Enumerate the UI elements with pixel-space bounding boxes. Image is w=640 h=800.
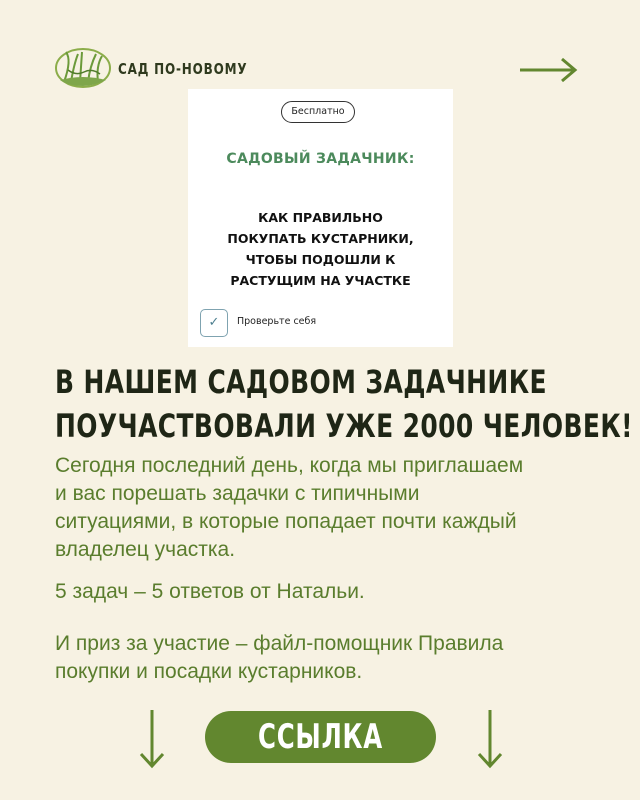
card-title: САДОВЫЙ ЗАДАЧНИК: xyxy=(226,151,415,167)
prize-line: покупки и посадки кустарников. xyxy=(55,660,363,683)
link-button[interactable] xyxy=(205,711,436,763)
intro-paragraph xyxy=(55,452,615,564)
headline-line: ПОУЧАСТВОВАЛИ УЖЕ 2000 ЧЕЛОВЕК! xyxy=(55,407,633,445)
checkbox-label: Проверьте себя xyxy=(237,316,317,327)
garden-trees-logo-icon xyxy=(54,46,112,90)
arrow-down-icon xyxy=(139,708,165,770)
intro-line: Сегодня последний день, когда мы приглашаем xyxy=(55,454,524,477)
intro-line: владелец участка. xyxy=(55,538,236,561)
link-button-label: ССЫЛКА xyxy=(258,717,383,757)
card-question-line: КАК ПРАВИЛЬНО xyxy=(258,210,383,225)
arrow-down-icon xyxy=(477,708,503,770)
headline-line: В НАШЕМ САДОВОМ ЗАДАЧНИКЕ xyxy=(55,363,547,401)
intro-line: ситуациями, в которые попадает почти каждый xyxy=(55,510,517,533)
prize-line: И приз за участие – файл-помощник Правила xyxy=(55,632,504,655)
brand-name: САД ПО-НОВОМУ xyxy=(118,60,248,78)
task-book-card xyxy=(188,89,453,347)
tasks-paragraph: 5 задач – 5 ответов от Натальи. xyxy=(55,580,365,603)
check-box-icon[interactable]: ✓ xyxy=(200,309,228,337)
headline xyxy=(55,360,633,448)
free-badge: Бесплатно xyxy=(281,101,355,123)
card-question xyxy=(198,207,443,291)
card-question-line: ПОКУПАТЬ КУСТАРНИКИ, xyxy=(227,231,414,246)
prize-paragraph xyxy=(55,630,615,686)
card-question-line: РАСТУЩИМ НА УЧАСТКЕ xyxy=(230,273,411,288)
intro-line: и вас порешать задачки с типичными xyxy=(55,482,420,505)
card-question-line: ЧТОБЫ ПОДОШЛИ К xyxy=(245,252,396,267)
arrow-right-icon[interactable] xyxy=(518,56,578,84)
